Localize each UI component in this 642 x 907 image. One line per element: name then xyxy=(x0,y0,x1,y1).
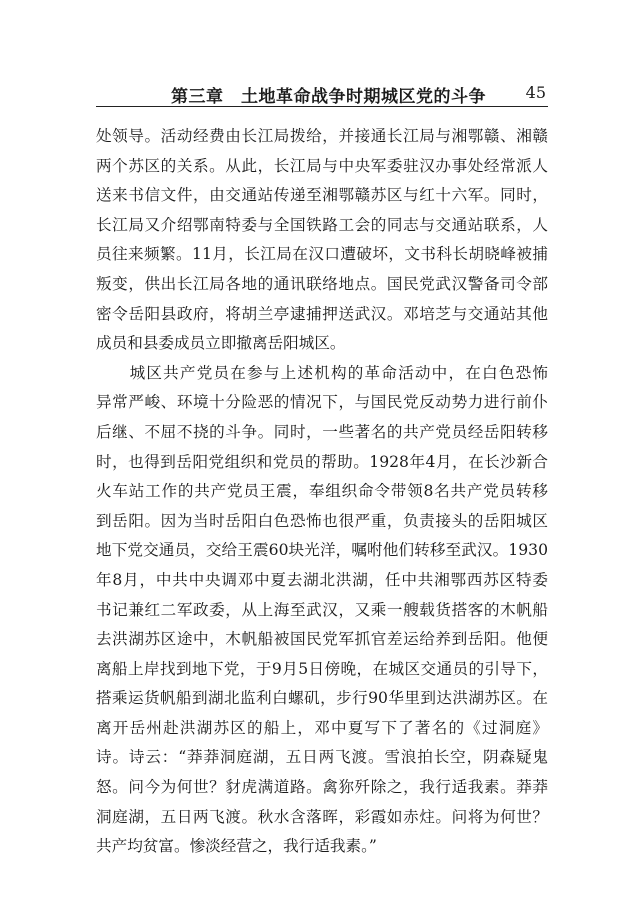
text-line: 送来书信文件，由交通站传递至湘鄂赣苏区与红十六军。同时， xyxy=(96,186,548,205)
text-line: 叛变，供出长江局各地的通讯联络地点。国民党武汉警备司令部 xyxy=(96,274,548,293)
text-line: 怒。问今为何世？豺虎满道路。禽狝歼除之，我行适我素。莽莽 xyxy=(96,778,548,797)
text-line: 两个苏区的关系。从此，长江局与中央军委驻汉办事处经常派人 xyxy=(96,156,548,175)
text-line: 年8月，中共中央调邓中夏去湖北洪湖，任中共湘鄂西苏区特委 xyxy=(96,570,548,589)
text-line: 火车站工作的共产党员王震，奉组织命令带领8名共产党员转移 xyxy=(96,482,548,501)
text-line: 员往来频繁。11月，长江局在汉口遭破坏，文书科长胡晓峰被捕 xyxy=(96,245,548,264)
text-line: 搭乘运货帆船到湖北监利白螺矶，步行90华里到达洪湖苏区。在 xyxy=(96,689,548,708)
text-line: 长江局又介绍鄂南特委与全国铁路工会的同志与交通站联系，人 xyxy=(96,215,548,234)
text-line: 到岳阳。因为当时岳阳白色恐怖也很严重，负责接头的岳阳城区 xyxy=(96,511,548,530)
text-line: 处领导。活动经费由长江局拨给，并接通长江局与湘鄂赣、湘赣 xyxy=(96,127,548,145)
body-text xyxy=(96,122,548,862)
text-line: 书记兼红二军政委，从上海至武汉，又乘一艘载货搭客的木帆船 xyxy=(96,600,548,619)
text-line: 诗。诗云：“莽莽洞庭湖，五日两飞渡。雪浪拍长空，阴森疑鬼 xyxy=(96,748,548,767)
running-header xyxy=(96,80,548,107)
text-line: 离船上岸找到地下党，于9月5日傍晚，在城区交通员的引导下， xyxy=(96,659,548,678)
text-line: 地下党交通员，交给王震60块光洋，嘱咐他们转移至武汉。1930 xyxy=(96,541,548,560)
text-line: 后继、不屈不挠的斗争。同时，一些著名的共产党员经岳阳转移 xyxy=(96,422,548,441)
text-line: 洞庭湖，五日两飞渡。秋水含落晖，彩霞如赤炷。问将为何世？ xyxy=(96,807,548,826)
text-line: 时，也得到岳阳党组织和党员的帮助。1928年4月，在长沙新合 xyxy=(96,452,548,471)
text-line: 去洪湖苏区途中，木帆船被国民党军抓官差运给养到岳阳。他便 xyxy=(96,630,548,649)
text-line: 成员和县委成员立即撤离岳阳城区。 xyxy=(96,334,346,353)
page-number: 45 xyxy=(525,83,546,102)
text-line: 密令岳阳县政府，将胡兰亭逮捕押送武汉。邓培芝与交通站其他 xyxy=(96,304,548,323)
text-line: 城区共产党员在参与上述机构的革命活动中，在白色恐怖 xyxy=(96,363,548,382)
chapter-title: 第三章 土地革命战争时期城区党的斗争 xyxy=(171,87,486,107)
text-line: 共产均贫富。惨淡经营之，我行适我素。” xyxy=(96,837,377,856)
text-line: 异常严峻、环境十分险恶的情况下，与国民党反动势力进行前仆 xyxy=(96,393,548,412)
text-line: 离开岳州赴洪湖苏区的船上，邓中夏写下了著名的《过洞庭》 xyxy=(96,718,548,737)
